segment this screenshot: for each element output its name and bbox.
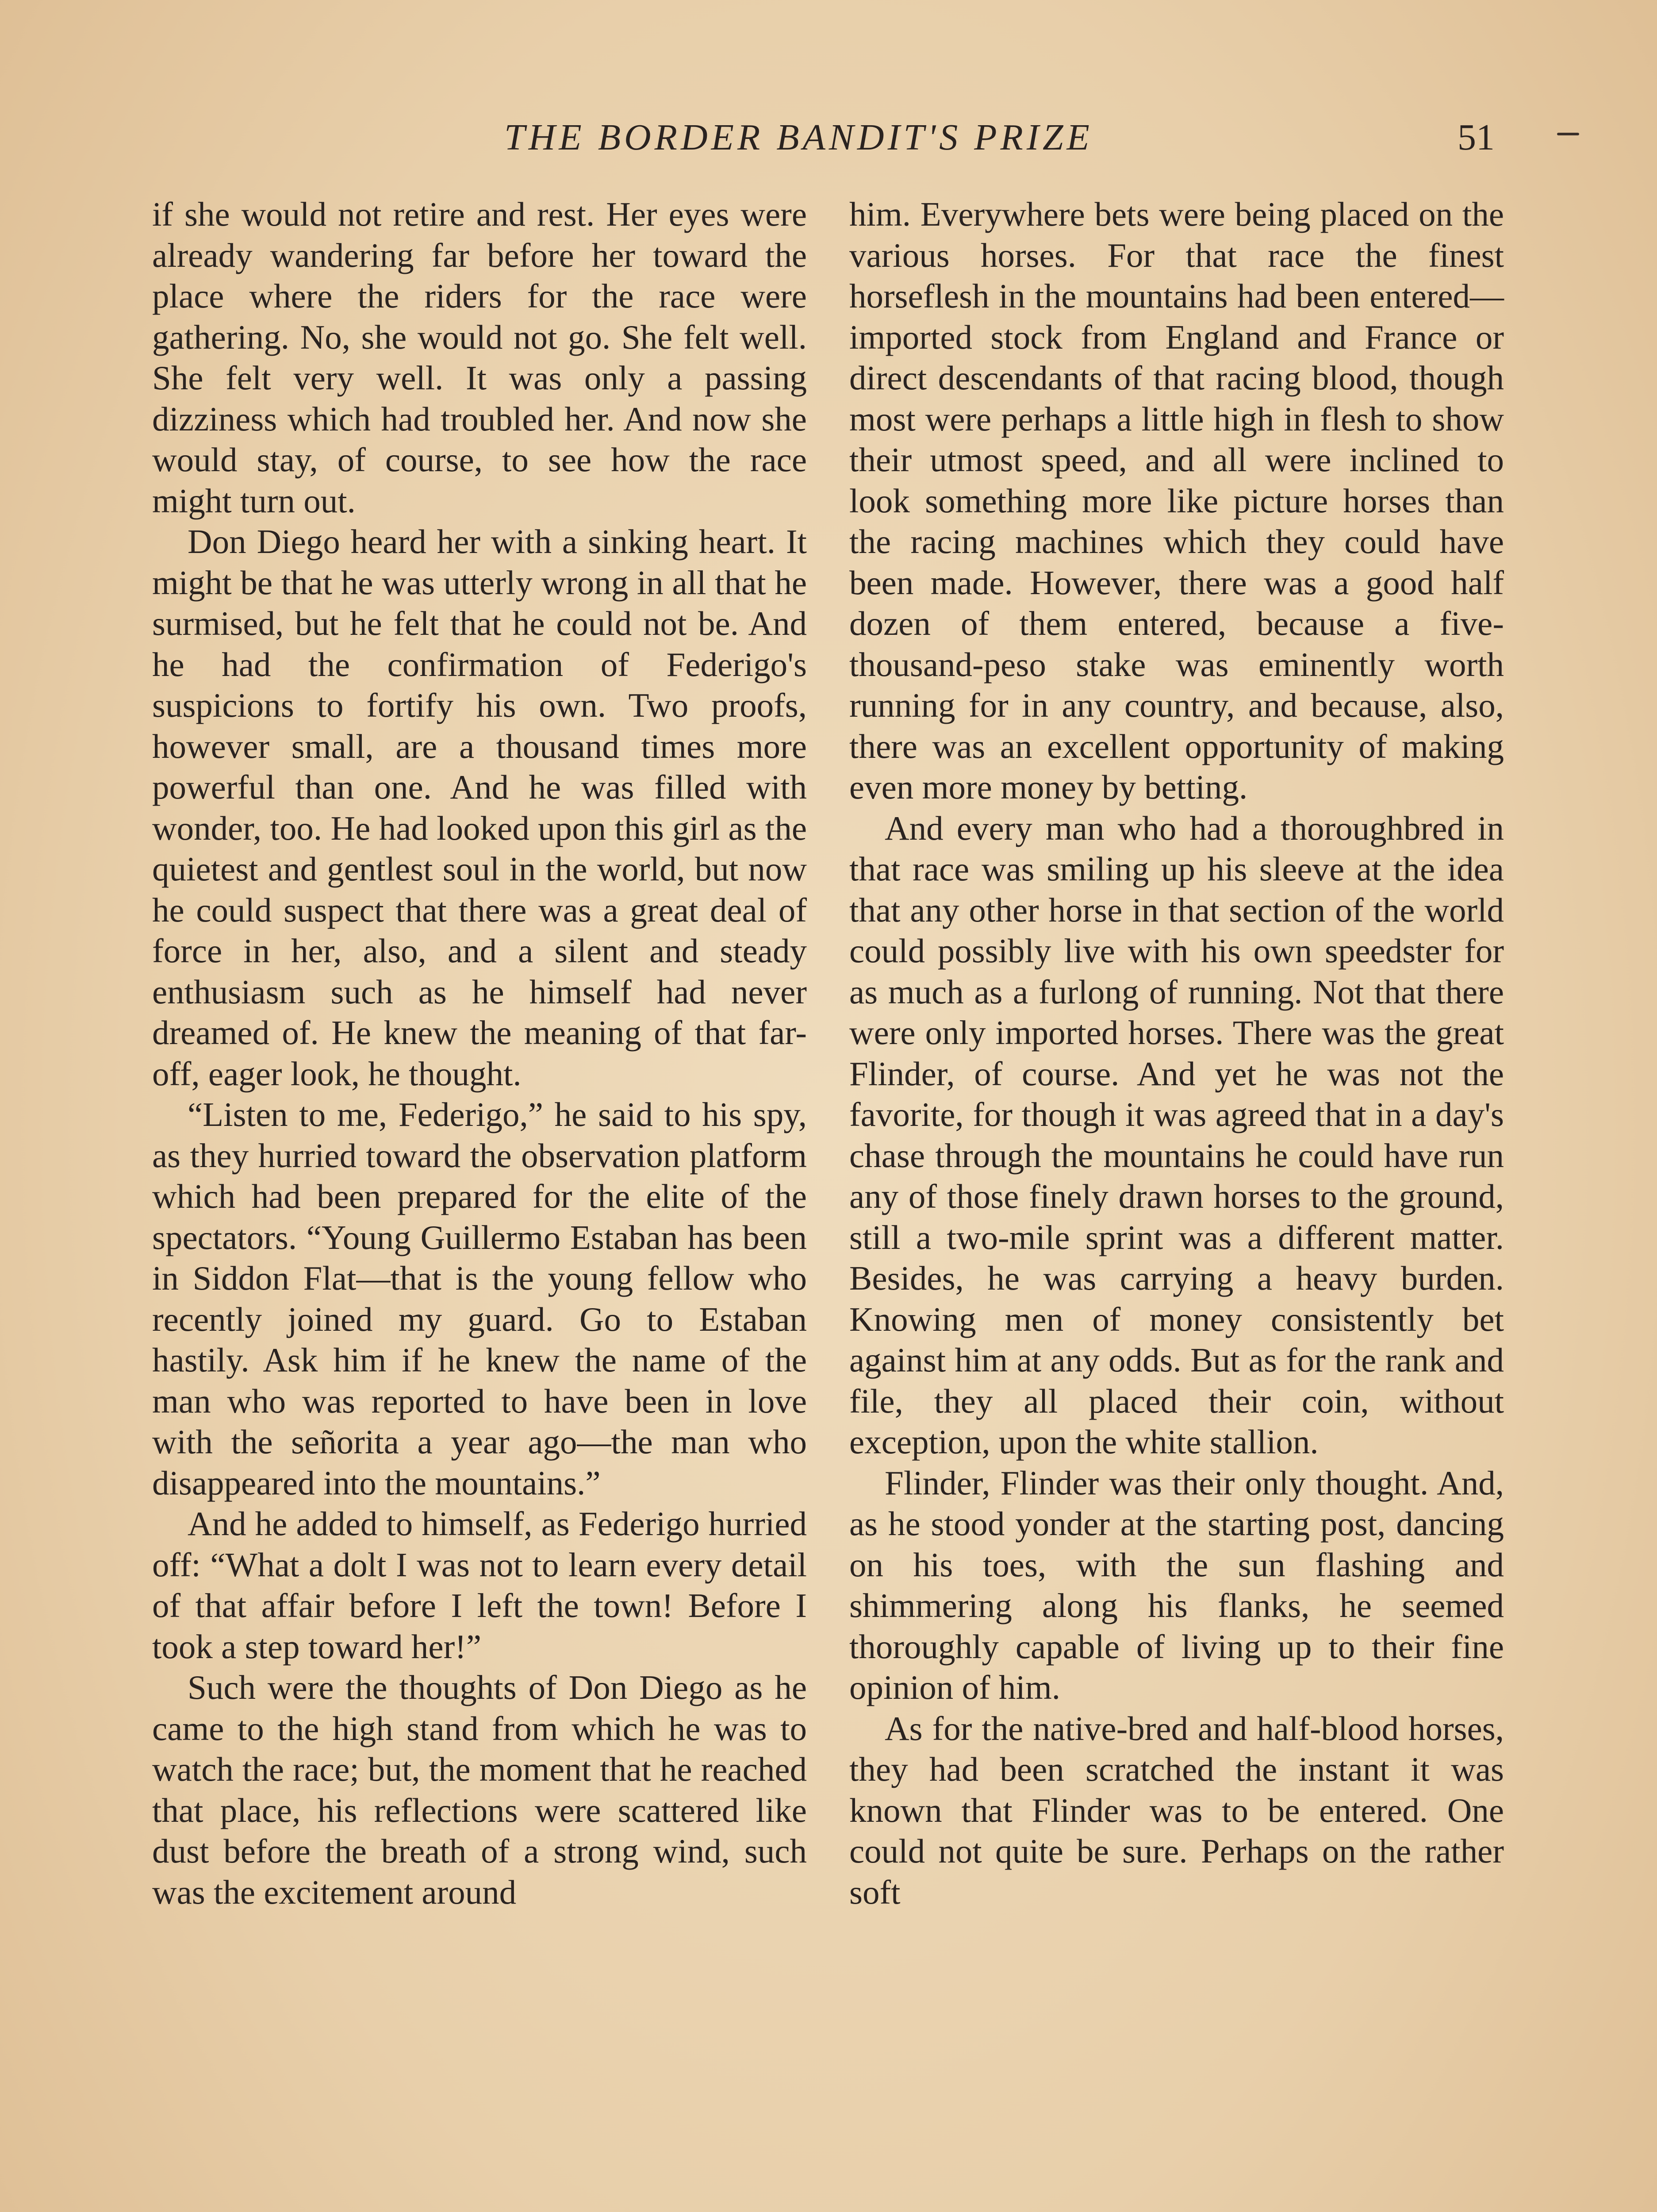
- paragraph: Don Diego heard her with a sinking heart. It might be that he was utterly wrong in all that he surmised, but he felt that he could not be. And he had the confirmation of Federigo's suspicions to fortify his own. Two proofs, however small, are a thousand times more powerful than one. And he was filled with wonder, too. He had looked upon this girl as the quietest and gentlest soul in the world, but now he could suspect that there was a great deal of force in her, also, and a silent and steady enthusiasm such as he himself had never dreamed of. He knew the meaning of that far-off, eager look, he thought.: [152, 522, 807, 1093]
- paragraph: And every man who had a thoroughbred in that race was smiling up his sleeve at the idea that any other horse in that section of the world could possibly live with his own speedster for as much as a furlong of running. Not that there were only imported horses. There was the great Flinder, of course. And yet he was not the favorite, for though it was agreed that in a day's chase through the mountains he could have run any of those finely drawn horses to the ground, still a two-mile sprint was a different matter. Besides, he was carrying a heavy burden. Knowing men of money consistently bet against him at any odds. But as for the rank and file, they all placed their coin, without exception, upon the white stallion.: [849, 809, 1504, 1461]
- page-number: 51: [1458, 117, 1495, 158]
- margin-mark: [1557, 133, 1579, 135]
- paragraph: him. Everywhere bets were being placed on the various horses. For that race the finest horseflesh in the mountains had been entered—imported stock from England and France or direct descendants of that racing blood, though most were perhaps a little high in flesh to show their utmost speed, and all were inclined to look something more like picture horses than the racing machines which they could have been made. However, there was a good half dozen of them entered, because a five-thousand-peso stake was eminently worth running for in any country, and because, also, there was an excellent opportunity of making even more money by betting.: [849, 195, 1504, 806]
- paragraph: if she would not retire and rest. Her eyes were already wandering far before her toward the place where the riders for the race were gathering. No, she would not go. She felt well. She felt very well. It was only a passing dizziness which had troubled her. And now she would stay, of course, to see how the race might turn out.: [152, 195, 807, 520]
- paragraph: “Listen to me, Federigo,” he said to his spy, as they hurried toward the observation platform which had been prepared for the elite of the spectators. “Young Guillermo Estaban has been in Siddon Flat—that is the young fellow who recently joined my guard. Go to Estaban hastily. Ask him if he knew the name of the man who was reported to have been in love with the señorita a year ago—the man who disappeared into the mountains.”: [152, 1095, 807, 1502]
- paragraph: Flinder, Flinder was their only thought. And, as he stood yonder at the starting post, dancing on his toes, with the sun flashing and shimmering along his flanks, he seemed thoroughly capable of living up to their fine opinion of him.: [849, 1463, 1504, 1706]
- left-column: [152, 194, 807, 1912]
- paragraph: As for the native-bred and half-blood horses, they had been scratched the instant it was known that Flinder was to be entered. One could not quite be sure. Perhaps on the rather soft: [849, 1709, 1504, 1911]
- paragraph: Such were the thoughts of Don Diego as he came to the high stand from which he was to watch the race; but, the moment that he reached that place, his reflections were scattered like dust before the breath of a strong wind, such was the excitement around: [152, 1668, 807, 1911]
- paragraph: And he added to himself, as Federigo hurried off: “What a dolt I was not to learn every detail of that affair before I left the town! Before I took a step toward her!”: [152, 1505, 807, 1666]
- right-column: [849, 194, 1504, 1912]
- running-header: THE BORDER BANDIT'S PRIZE: [504, 117, 1093, 158]
